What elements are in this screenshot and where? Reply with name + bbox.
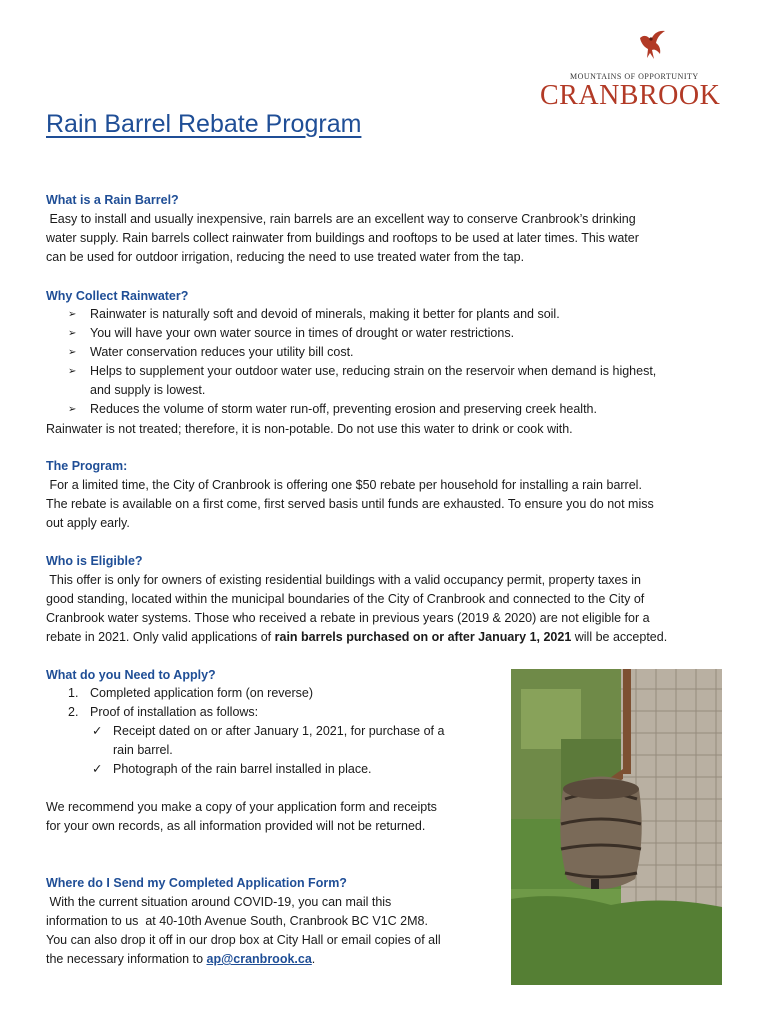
- text-line: for your own records, as all information provided will not be returned.: [46, 819, 426, 833]
- list-item: ➢ Water conservation reduces your utility bill cost.: [46, 343, 746, 362]
- why-bullet-list: [46, 305, 746, 419]
- section-heading-send: Where do I Send my Completed Application Form?: [46, 876, 347, 890]
- text-line: the necessary information to ap@cranbrook.ca.: [46, 952, 316, 966]
- list-item: ➢ You will have your own water source in times of drought or water restrictions.: [46, 324, 746, 343]
- text-line: This offer is only for owners of existing residential buildings with a valid occupancy permit, property taxes in: [46, 573, 641, 587]
- list-item: ➢ Reduces the volume of storm water run-off, preventing erosion and preserving creek health.: [46, 400, 746, 419]
- text-line: We recommend you make a copy of your application form and receipts: [46, 800, 437, 814]
- rain-barrel-photo: [511, 669, 722, 985]
- checkmark-icon: ✓: [92, 762, 103, 776]
- page-title: Rain Barrel Rebate Program: [46, 110, 362, 138]
- cranbrook-logo: [530, 28, 730, 113]
- text-line: With the current situation around COVID-19, you can mail this: [46, 895, 392, 909]
- section-heading-eligible: Who is Eligible?: [46, 554, 143, 568]
- text-line: For a limited time, the City of Cranbrook is offering one $50 rebate per household for installing a rain barrel.: [46, 478, 642, 492]
- section-heading-what: What is a Rain Barrel?: [46, 193, 179, 207]
- eligibility-date-emphasis: rain barrels purchased on or after January 1, 2021: [274, 630, 572, 644]
- section-body-what: [46, 210, 746, 267]
- recommend-note: [46, 798, 506, 836]
- arrow-bullet-icon: ➢: [68, 366, 77, 377]
- rain-barrel-illustration: [511, 669, 722, 985]
- section-heading-program: The Program:: [46, 459, 128, 473]
- text-line: The rebate is available on a first come, first served basis until funds are exhausted. To ensure you do not miss: [46, 497, 654, 511]
- apply-check-list: [46, 722, 506, 779]
- text-line: water supply. Rain barrels collect rainwater from buildings and rooftops to be used at later times. This water: [46, 231, 639, 245]
- text-line: rebate in 2021. Only valid applications of rain barrels purchased on or after January 1, 2021 will be accepted.: [46, 630, 668, 644]
- text-line: out apply early.: [46, 516, 130, 530]
- text-line: Easy to install and usually inexpensive, rain barrels are an excellent way to conserve Cranbrook’s drinking: [46, 212, 636, 226]
- checkmark-icon: ✓: [92, 724, 103, 738]
- arrow-bullet-icon: ➢: [68, 328, 77, 339]
- text-line: can be used for outdoor irrigation, reducing the need to use treated water from the tap.: [46, 250, 525, 264]
- list-item: ✓ Receipt dated on or after January 1, 2021, for purchase of a rain barrel.: [92, 724, 445, 757]
- text-line: good standing, located within the municipal boundaries of the City of Cranbrook and connected to the City of: [46, 592, 645, 606]
- section-heading-why: Why Collect Rainwater?: [46, 289, 189, 303]
- eagle-icon: [634, 28, 670, 62]
- text-line: information to us at 40-10th Avenue South, Cranbrook BC V1C 2M8.: [46, 914, 428, 928]
- logo-tagline: MOUNTAINS OF OPPORTUNITY: [570, 72, 699, 81]
- list-item: ➢ Rainwater is naturally soft and devoid of minerals, making it better for plants and soil.: [46, 305, 746, 324]
- section-body-eligible: [46, 571, 746, 647]
- arrow-bullet-icon: ➢: [68, 309, 77, 320]
- list-item: 2. Proof of installation as follows:: [68, 705, 259, 719]
- email-link[interactable]: ap@cranbrook.ca: [206, 952, 312, 966]
- arrow-bullet-icon: ➢: [68, 347, 77, 358]
- arrow-bullet-icon: ➢: [68, 404, 77, 415]
- list-item: 1. Completed application form (on reverse): [68, 686, 314, 700]
- non-potable-note: Rainwater is not treated; therefore, it is non-potable. Do not use this water to drink or cook with.: [46, 422, 573, 436]
- section-heading-apply: What do you Need to Apply?: [46, 668, 216, 682]
- text-line: You can also drop it off in our drop box at City Hall or email copies of all: [46, 933, 441, 947]
- list-item: ➢ Helps to supplement your outdoor water use, reducing strain on the reservoir when demand is highest, and supply is lowest.: [68, 364, 657, 397]
- section-body-send: [46, 893, 506, 969]
- logo-name: CRANBROOK: [540, 80, 721, 111]
- apply-numbered-list: [46, 684, 506, 722]
- text-line: Cranbrook water systems. Those who received a rebate in previous years (2019 & 2020) are not eligible for a: [46, 611, 650, 625]
- list-item: ✓ Photograph of the rain barrel installed in place.: [46, 760, 506, 779]
- section-body-program: [46, 476, 746, 533]
